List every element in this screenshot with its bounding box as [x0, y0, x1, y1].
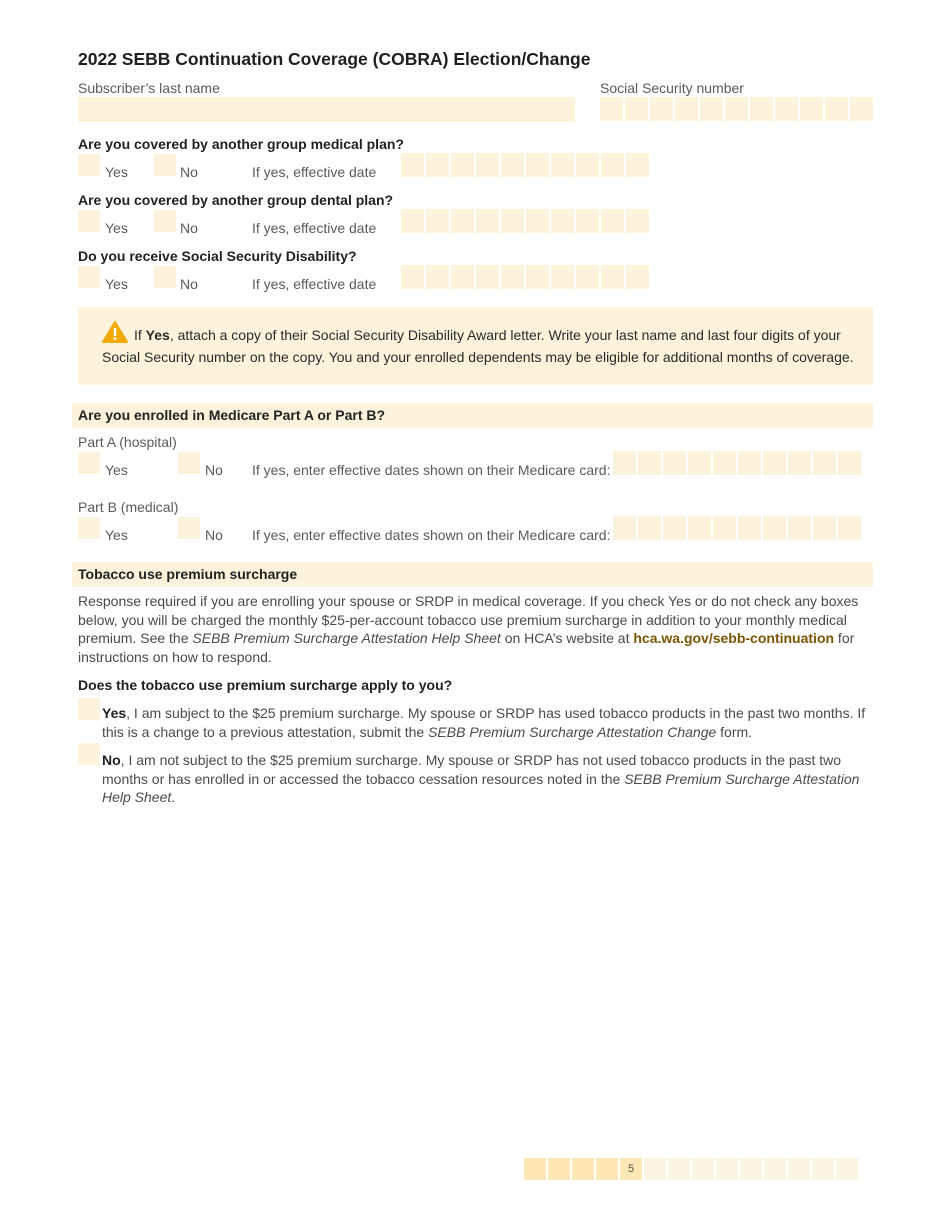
page-marker	[572, 1158, 594, 1180]
page-marker	[524, 1158, 546, 1180]
page-number: 5	[620, 1158, 642, 1180]
last-name-label: Subscriber’s last name	[78, 80, 220, 96]
page-marker	[668, 1158, 690, 1180]
medical-plan-no-checkbox[interactable]	[154, 154, 176, 176]
page-title: 2022 SEBB Continuation Coverage (COBRA) Election/Change	[78, 49, 591, 69]
ssn-field[interactable]	[600, 97, 873, 121]
medical-plan-no-label: No	[180, 164, 198, 180]
medical-plan-date-label: If yes, effective date	[252, 164, 377, 180]
part-a-yes-checkbox[interactable]	[78, 452, 100, 474]
ss-disability-date-field[interactable]	[401, 265, 649, 289]
part-b-label: Part B (medical)	[78, 499, 179, 515]
question-medical-plan: Are you covered by another group medical plan?	[78, 136, 404, 152]
question-ss-disability: Do you receive Social Security Disability?	[78, 248, 357, 264]
tobacco-yes-text: , I am subject to the $25 premium surcharge. My spouse or SRDP has used tobacco products in the past two months. If this is a change to a previous attestation, submit the	[102, 705, 866, 740]
page-marker	[644, 1158, 666, 1180]
part-a-label: Part A (hospital)	[78, 434, 177, 450]
page-marker	[716, 1158, 738, 1180]
sebb-continuation-link[interactable]: hca.wa.gov/sebb-continuation	[633, 630, 835, 646]
tobacco-heading-band	[72, 562, 873, 587]
part-b-yes-checkbox[interactable]	[78, 517, 100, 539]
dental-plan-no-label: No	[180, 220, 198, 236]
dental-plan-date-field[interactable]	[401, 209, 649, 233]
dental-plan-no-checkbox[interactable]	[154, 210, 176, 232]
part-a-no-checkbox[interactable]	[178, 452, 200, 474]
tobacco-yes-checkbox[interactable]	[78, 698, 100, 720]
part-a-date-label: If yes, enter effective dates shown on their Medicare card:	[252, 462, 611, 478]
medicare-heading: Are you enrolled in Medicare Part A or Part B?	[78, 407, 386, 423]
tobacco-yes-end: form.	[716, 723, 753, 740]
ss-disability-yes-label: Yes	[105, 276, 128, 292]
page-marker	[764, 1158, 786, 1180]
part-b-yes-label: Yes	[105, 527, 128, 543]
dental-plan-yes-label: Yes	[105, 220, 128, 236]
medical-plan-yes-label: Yes	[105, 164, 128, 180]
question-dental-plan: Are you covered by another group dental plan?	[78, 192, 394, 208]
page-marker	[692, 1158, 714, 1180]
page-marker	[740, 1158, 762, 1180]
page-marker	[548, 1158, 570, 1180]
tobacco-no-option	[102, 751, 872, 807]
warning-icon	[102, 321, 128, 348]
ss-disability-no-label: No	[180, 276, 198, 292]
page-marker	[812, 1158, 834, 1180]
notice-prefix: If	[134, 327, 146, 343]
change-form-title: SEBB Premium Surcharge Attestation Change	[428, 723, 717, 740]
tobacco-yes-option	[102, 704, 872, 741]
tobacco-no-label: No	[102, 752, 121, 768]
page-marker	[596, 1158, 618, 1180]
part-a-no-label: No	[205, 462, 223, 478]
part-a-date-field[interactable]	[613, 451, 861, 475]
tobacco-question: Does the tobacco use premium surcharge apply to you?	[78, 677, 453, 693]
tobacco-no-text: , I am not subject to the $25 premium surcharge. My spouse or SRDP has not used tobacco products in the past two months or has enrolled in or accessed the tobacco cessation resources noted in the	[102, 752, 842, 787]
medical-plan-yes-checkbox[interactable]	[78, 154, 100, 176]
dental-plan-date-label: If yes, effective date	[252, 220, 377, 236]
last-name-field[interactable]	[78, 97, 575, 122]
dental-plan-yes-checkbox[interactable]	[78, 210, 100, 232]
part-b-no-checkbox[interactable]	[178, 517, 200, 539]
part-b-date-field[interactable]	[613, 516, 861, 540]
tobacco-instructions	[78, 592, 873, 666]
disability-notice	[78, 307, 873, 385]
tobacco-heading: Tobacco use premium surcharge	[78, 566, 298, 582]
ss-disability-no-checkbox[interactable]	[154, 266, 176, 288]
notice-yes: Yes	[145, 327, 170, 343]
tobacco-no-checkbox[interactable]	[78, 743, 100, 765]
tobacco-instructions-part-1: Response required if you are enrolling your spouse or SRDP in medical coverage. If you check Yes or do not check any boxes below, you will be charged the monthly $25-per-account tobacco use premium surcharge in addition to your monthly medical premium. See the	[78, 593, 859, 646]
ss-disability-date-label: If yes, effective date	[252, 276, 377, 292]
tobacco-no-end: .	[171, 789, 176, 805]
part-b-date-label: If yes, enter effective dates shown on their Medicare card:	[252, 527, 611, 543]
page-marker	[836, 1158, 858, 1180]
tobacco-yes-label: Yes	[102, 705, 127, 721]
part-a-yes-label: Yes	[105, 462, 128, 478]
ss-disability-yes-checkbox[interactable]	[78, 266, 100, 288]
page-marker	[788, 1158, 810, 1180]
notice-text: , attach a copy of their Social Security Disability Award letter. Write your last name and last four digits of your Social Security number on the copy. You and your enrolled dependents may be eligible for additional months of coverage.	[102, 327, 854, 365]
tobacco-instructions-part-3: for instructions on how to respond.	[78, 630, 855, 665]
help-sheet-title: SEBB Premium Surcharge Attestation Help Sheet	[192, 630, 501, 646]
medicare-heading-band	[72, 403, 873, 428]
ssn-label: Social Security number	[600, 80, 744, 96]
page-indicator	[524, 1158, 858, 1180]
help-sheet-title-2: SEBB Premium Surcharge Attestation Help Sheet	[102, 770, 860, 805]
tobacco-instructions-part-2: on HCA’s website at	[500, 630, 634, 646]
part-b-no-label: No	[205, 527, 223, 543]
medical-plan-date-field[interactable]	[401, 153, 649, 177]
